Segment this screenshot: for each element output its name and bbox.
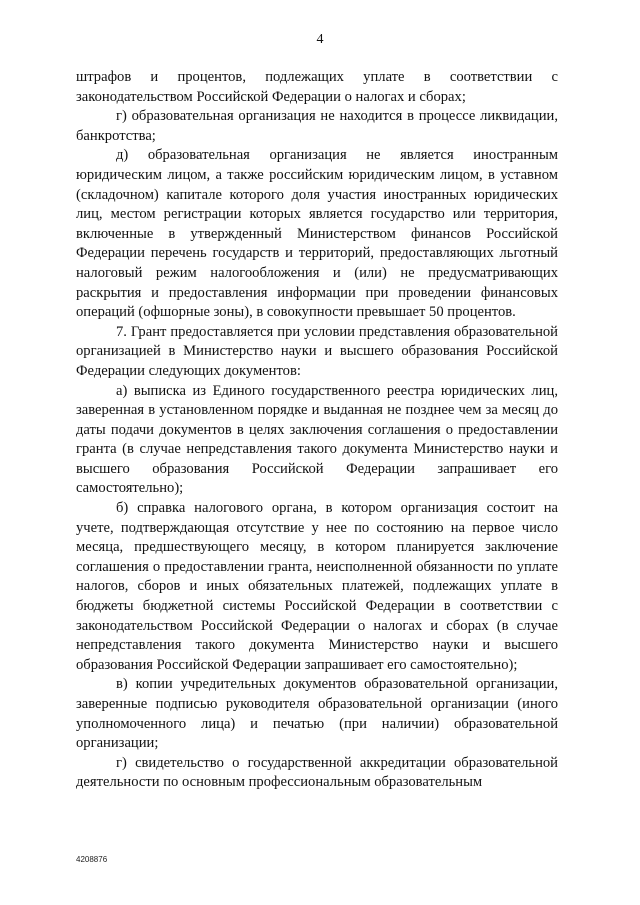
- paragraph-item-g-liquidation: г) образовательная организация не находится в процессе ликвидации, банкротства;: [76, 108, 558, 144]
- paragraph-item-b-tax-certificate: б) справка налогового органа, в котором организация состоит на учете, подтверждающая отсутствие у нее по состоянию на первое число месяца, предшествующего месяцу, в котором планируется заключение соглашения о предоставлении гранта, неисполненной обязанности по уплате налогов, сборов и иных обязательных платежей, подлежащих уплате в бюджеты бюджетной системы Российской Федерации в соответствии с законодательством Российской Федерации о налогах и сборах (в случае непредставления такого документа Министерство науки и высшего образования Российской Федерации запрашивает его самостоятельно);: [76, 500, 558, 673]
- paragraph-item-v-founding-documents: в) копии учредительных документов образовательной организации, заверенные подписью руководителя образовательной организации (иного уполномоченного лица) и печатью (при наличии) образовательной организации;: [76, 676, 558, 752]
- page-number: 4: [316, 32, 324, 47]
- paragraph-section-7: 7. Грант предоставляется при условии представления образовательной организацией в Министерство науки и высшего образования Российской Федерации следующих документов:: [76, 323, 558, 379]
- paragraph-item-d-foreign-entity: д) образовательная организация не является иностранным юридическим лицом, а также российским юридическим лицом, в уставном (складочном) капитале которого доля участия иностранных юридических лиц, местом регистрации которых является государство или территория, включенные в утвержденный Министерством финансов Российской Федерации перечень государств и территорий, предоставляющих льготный налоговый режим налогообложения и (или) не предусматривающих раскрытия и предоставления информации при проведении финансовых операций (офшорные зоны), в совокупности превышает 50 процентов.: [76, 147, 558, 321]
- document-body: [76, 68, 558, 793]
- paragraph-continuation: штрафов и процентов, подлежащих уплате в соответствии с законодательством Российской Федерации о налогах и сборах;: [76, 69, 558, 105]
- paragraph-item-g-accreditation: г) свидетельство о государственной аккредитации образовательной деятельности по основным профессиональным образовательным: [76, 754, 558, 791]
- document-code: 4208876: [76, 855, 108, 864]
- paragraph-item-a-registry-extract: а) выписка из Единого государственного реестра юридических лиц, заверенная в установленном порядке и выданная не позднее чем за месяц до даты подачи документов в целях заключения соглашения о предоставлении гранта (в случае непредставления такого документа Министерство науки и высшего образования Российской Федерации запрашивает его самостоятельно);: [76, 382, 558, 497]
